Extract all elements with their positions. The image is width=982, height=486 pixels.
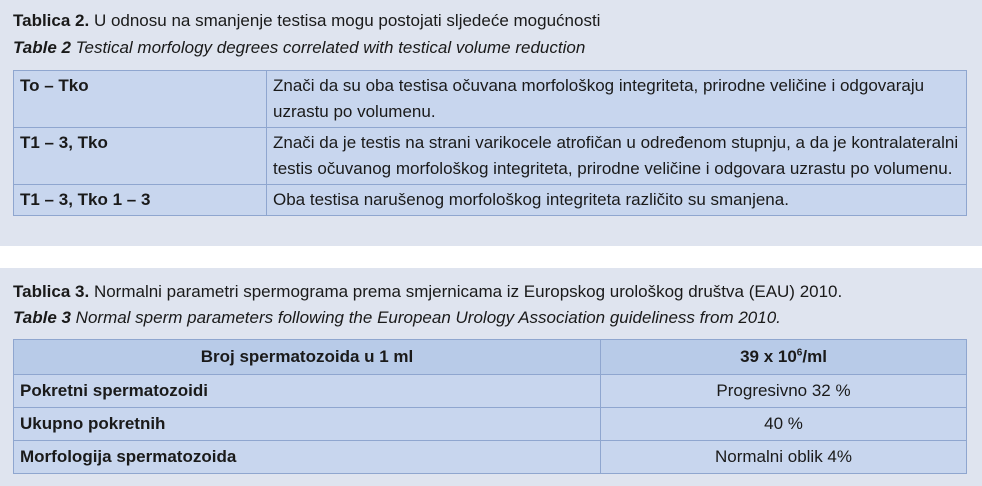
header-value-base: 39 x 10	[740, 347, 797, 366]
table3-caption-label: Tablica 3.	[13, 282, 90, 301]
value-cell: Normalni oblik 4%	[601, 441, 967, 474]
table3-caption-text: Normalni parametri spermograma prema smjernicama iz Europskog urološkog društva (EAU) 2010.	[89, 282, 843, 301]
table-row	[14, 441, 967, 474]
header-value	[601, 340, 967, 375]
header-value-exp: 6	[796, 347, 803, 359]
table2-caption-label: Tablica 2.	[13, 11, 90, 30]
table3-caption-en	[13, 307, 781, 329]
value-cell: Progresivno 32 %	[601, 375, 967, 408]
parameter-cell: Pokretni spermatozoidi	[14, 375, 601, 408]
table3-caption-en-text: Normal sperm parameters following the European Urology Association guideliness from 2010.	[70, 308, 781, 327]
header-value-unit: /ml	[802, 347, 827, 366]
grade-cell: T1 – 3, Tko	[14, 128, 267, 185]
parameter-cell: Morfologija spermatozoida	[14, 441, 601, 474]
description-cell: Znači da je testis na strani varikocele atrofičan u određenom stupnju, a da je kontralateralni testis očuvanog morfološkog integriteta, prirodne veličine i odgovara uzrastu po volumenu.	[267, 128, 967, 185]
table-header-row	[14, 340, 967, 375]
table3-caption-en-label: Table 3	[13, 308, 71, 327]
table3-caption	[13, 281, 842, 303]
table-row	[14, 71, 967, 128]
table-row	[14, 408, 967, 441]
description-cell: Znači da su oba testisa očuvana morfološkog integriteta, prirodne veličine i odgovaraju uzrastu po volumenu.	[267, 71, 967, 128]
table2-caption-en-text: Testical morfology degrees correlated with testical volume reduction	[70, 38, 586, 57]
header-param: Broj spermatozoida u 1 ml	[14, 340, 601, 375]
table-row	[14, 128, 967, 185]
grade-cell: T1 – 3, Tko 1 – 3	[14, 185, 267, 216]
grade-cell: To – Tko	[14, 71, 267, 128]
table3	[13, 339, 967, 474]
value-cell: 40 %	[601, 408, 967, 441]
description-cell: Oba testisa narušenog morfološkog integriteta različito su smanjena.	[267, 185, 967, 216]
table-row	[14, 185, 967, 216]
table2-caption-en	[13, 37, 585, 59]
table2-caption	[13, 10, 600, 32]
table2-caption-text: U odnosu na smanjenje testisa mogu postojati sljedeće mogućnosti	[89, 11, 601, 30]
table2	[13, 70, 967, 216]
table3-panel	[0, 268, 982, 486]
table-row	[14, 375, 967, 408]
parameter-cell: Ukupno pokretnih	[14, 408, 601, 441]
table2-caption-en-label: Table 2	[13, 38, 71, 57]
